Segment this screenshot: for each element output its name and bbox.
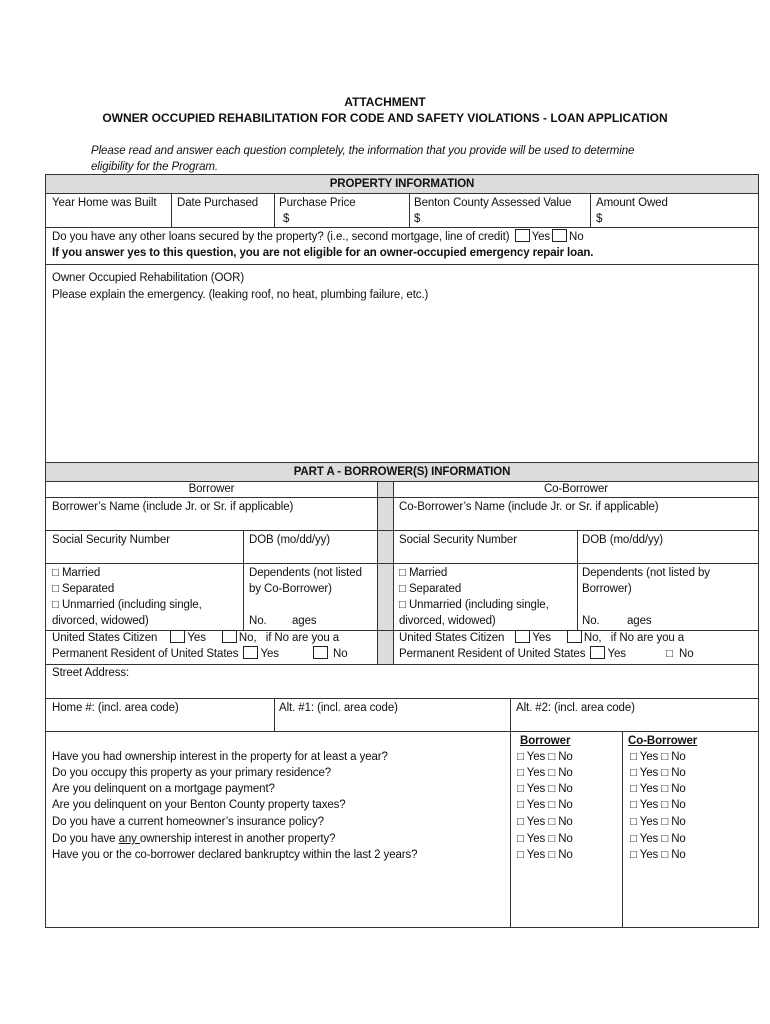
coborrower-answer-6[interactable]: □ Yes □ No bbox=[630, 833, 686, 845]
other-loans-warning: If you answer yes to this question, you are not eligible for an owner-occupied emergency repair loan. bbox=[52, 247, 594, 259]
borrower-resident-no-checkbox[interactable] bbox=[313, 646, 328, 659]
coborrower-citizen-label: United States Citizen bbox=[399, 632, 505, 644]
questions-coborrower-header: Co-Borrower bbox=[628, 735, 698, 747]
coborrower-citizen-no-label: No, bbox=[583, 632, 602, 644]
coborrower-resident-no-label[interactable]: □ No bbox=[665, 648, 694, 660]
coborrower-citizen-yes-label: Yes bbox=[532, 632, 551, 644]
borrower-divorced-text: divorced, widowed) bbox=[52, 615, 149, 627]
borrower-answer-1[interactable]: □ Yes □ No bbox=[517, 751, 573, 763]
coborrower-answer-2[interactable]: □ Yes □ No bbox=[630, 767, 686, 779]
coborrower-citizen-row bbox=[399, 630, 684, 646]
coborrower-separated-option[interactable]: □ Separated bbox=[399, 583, 462, 595]
instructions-line-1: Please read and answer each question completely, the information that you provide will be used to determine bbox=[91, 145, 635, 157]
coborrower-resident-no-text: No bbox=[678, 648, 694, 660]
borrower-unmarried-option[interactable]: □ Unmarried (including single, bbox=[52, 599, 202, 611]
other-loans-no-checkbox[interactable] bbox=[552, 229, 567, 242]
borrower-answer-7[interactable]: □ Yes □ No bbox=[517, 849, 573, 861]
coborrower-answer-5[interactable]: □ Yes □ No bbox=[630, 816, 686, 828]
coborrower-answer-7[interactable]: □ Yes □ No bbox=[630, 849, 686, 861]
coborrower-married-option[interactable]: □ Married bbox=[399, 567, 448, 579]
borrower-answer-6[interactable]: □ Yes □ No bbox=[517, 833, 573, 845]
borrower-married-option[interactable]: □ Married bbox=[52, 567, 101, 579]
form-title: OWNER OCCUPIED REHABILITATION FOR CODE AND SAFETY VIOLATIONS - LOAN APPLICATION bbox=[102, 111, 668, 125]
question-bankruptcy: Have you or the co-borrower declared bankruptcy within the last 2 years? bbox=[52, 849, 418, 861]
borrower-answer-4[interactable]: □ Yes □ No bbox=[517, 799, 573, 811]
borrower-resident-no-label: No bbox=[333, 648, 348, 660]
borrower-citizen-row bbox=[52, 630, 339, 646]
questions-borrower-header: Borrower bbox=[520, 735, 571, 747]
question-other-property-pre: Do you have bbox=[52, 833, 119, 845]
borrower-ssn-field[interactable]: Social Security Number bbox=[52, 534, 170, 546]
borrower-dependents-no[interactable]: No. bbox=[249, 615, 267, 627]
assessed-value-field[interactable]: Benton County Assessed Value bbox=[414, 197, 572, 209]
borrower-dependents-label-1: Dependents (not listed bbox=[249, 567, 362, 579]
coborrower-answer-1[interactable]: □ Yes □ No bbox=[630, 751, 686, 763]
coborrower-if-no-label: if No are you a bbox=[610, 632, 685, 644]
question-insurance-policy: Do you have a current homeowner’s insurance policy? bbox=[52, 816, 324, 828]
borrower-dob-field[interactable]: DOB (mo/dd/yy) bbox=[249, 534, 331, 546]
coborrower-answer-3[interactable]: □ Yes □ No bbox=[630, 783, 686, 795]
other-loans-yes-checkbox[interactable] bbox=[515, 229, 530, 242]
borrower-answer-5[interactable]: □ Yes □ No bbox=[517, 816, 573, 828]
year-built-field[interactable]: Year Home was Built bbox=[52, 197, 157, 209]
amount-owed-dollar: $ bbox=[596, 213, 603, 225]
coborrower-dob-field[interactable]: DOB (mo/dd/yy) bbox=[582, 534, 664, 546]
other-loans-question bbox=[52, 229, 584, 245]
question-other-property-any: any bbox=[118, 833, 140, 845]
column-gutter bbox=[377, 482, 393, 664]
coborrower-resident-yes-checkbox[interactable] bbox=[590, 646, 605, 659]
coborrower-divorced-text: divorced, widowed) bbox=[399, 615, 496, 627]
oor-label: Owner Occupied Rehabilitation (OOR) bbox=[52, 272, 245, 284]
coborrower-citizen-yes-checkbox[interactable] bbox=[515, 630, 530, 643]
borrower-answer-3[interactable]: □ Yes □ No bbox=[517, 783, 573, 795]
question-other-property bbox=[52, 831, 335, 847]
assessed-value-dollar: $ bbox=[414, 213, 421, 225]
coborrower-dependents-no[interactable]: No. bbox=[582, 615, 600, 627]
borrower-resident-row bbox=[52, 646, 348, 662]
attachment-heading: ATTACHMENT bbox=[344, 95, 426, 109]
amount-owed-field[interactable]: Amount Owed bbox=[596, 197, 668, 209]
coborrower-name-field[interactable]: Co-Borrower’s Name (include Jr. or Sr. if applicable) bbox=[399, 501, 659, 513]
date-purchased-field[interactable]: Date Purchased bbox=[177, 197, 259, 209]
coborrower-dependents-label-1: Dependents (not listed by bbox=[582, 567, 710, 579]
instructions-line-2: eligibility for the Program. bbox=[91, 161, 218, 173]
borrower-citizen-no-checkbox[interactable] bbox=[222, 630, 237, 643]
question-mortgage-delinquent: Are you delinquent on a mortgage payment? bbox=[52, 783, 275, 795]
borrower-answer-2[interactable]: □ Yes □ No bbox=[517, 767, 573, 779]
borrower-column-header: Borrower bbox=[188, 483, 235, 495]
borrower-citizen-yes-checkbox[interactable] bbox=[170, 630, 185, 643]
borrower-resident-yes-label: Yes bbox=[260, 648, 279, 660]
alt1-phone-field[interactable]: Alt. #1: (incl. area code) bbox=[279, 702, 398, 714]
borrower-separated-option[interactable]: □ Separated bbox=[52, 583, 115, 595]
purchase-price-field[interactable]: Purchase Price bbox=[279, 197, 356, 209]
coborrower-resident-label: Permanent Resident of United States bbox=[399, 648, 586, 660]
other-loans-no-label: No bbox=[569, 231, 584, 243]
property-section-title: PROPERTY INFORMATION bbox=[329, 178, 475, 190]
borrower-citizen-no-label: No, bbox=[238, 632, 257, 644]
coborrower-column-header: Co-Borrower bbox=[543, 483, 609, 495]
other-loans-yes-label: Yes bbox=[531, 231, 551, 243]
borrower-dependents-ages[interactable]: ages bbox=[292, 615, 317, 627]
borrower-citizen-yes-label: Yes bbox=[187, 632, 206, 644]
home-phone-field[interactable]: Home #: (incl. area code) bbox=[52, 702, 179, 714]
question-other-property-post: ownership interest in another property? bbox=[139, 833, 336, 845]
coborrower-dependents-ages[interactable]: ages bbox=[627, 615, 652, 627]
borrower-dependents-label-2: by Co-Borrower) bbox=[249, 583, 332, 595]
question-ownership-year: Have you had ownership interest in the property for at least a year? bbox=[52, 751, 388, 763]
borrower-citizen-label: United States Citizen bbox=[52, 632, 158, 644]
question-primary-residence: Do you occupy this property as your primary residence? bbox=[52, 767, 332, 779]
alt2-phone-field[interactable]: Alt. #2: (incl. area code) bbox=[516, 702, 635, 714]
other-loans-question-text: Do you have any other loans secured by the property? (i.e., second mortgage, line of credit) bbox=[52, 231, 510, 243]
coborrower-answer-4[interactable]: □ Yes □ No bbox=[630, 799, 686, 811]
coborrower-dependents-label-2: Borrower) bbox=[582, 583, 632, 595]
coborrower-unmarried-option[interactable]: □ Unmarried (including single, bbox=[399, 599, 549, 611]
borrower-name-field[interactable]: Borrower’s Name (include Jr. or Sr. if applicable) bbox=[52, 501, 294, 513]
coborrower-citizen-no-checkbox[interactable] bbox=[567, 630, 582, 643]
borrower-resident-label: Permanent Resident of United States bbox=[52, 648, 239, 660]
coborrower-ssn-field[interactable]: Social Security Number bbox=[399, 534, 517, 546]
purchase-price-dollar: $ bbox=[283, 213, 290, 225]
part-a-section-title: PART A - BORROWER(S) INFORMATION bbox=[293, 466, 511, 478]
question-taxes-delinquent: Are you delinquent on your Benton County property taxes? bbox=[52, 799, 346, 811]
borrower-resident-yes-checkbox[interactable] bbox=[243, 646, 258, 659]
street-address-field[interactable]: Street Address: bbox=[52, 667, 130, 679]
emergency-explain-field[interactable]: Please explain the emergency. (leaking roof, no heat, plumbing failure, etc.) bbox=[52, 289, 429, 301]
borrower-if-no-label: if No are you a bbox=[265, 632, 340, 644]
coborrower-resident-yes-label: Yes bbox=[607, 648, 626, 660]
coborrower-resident-row bbox=[399, 646, 694, 662]
